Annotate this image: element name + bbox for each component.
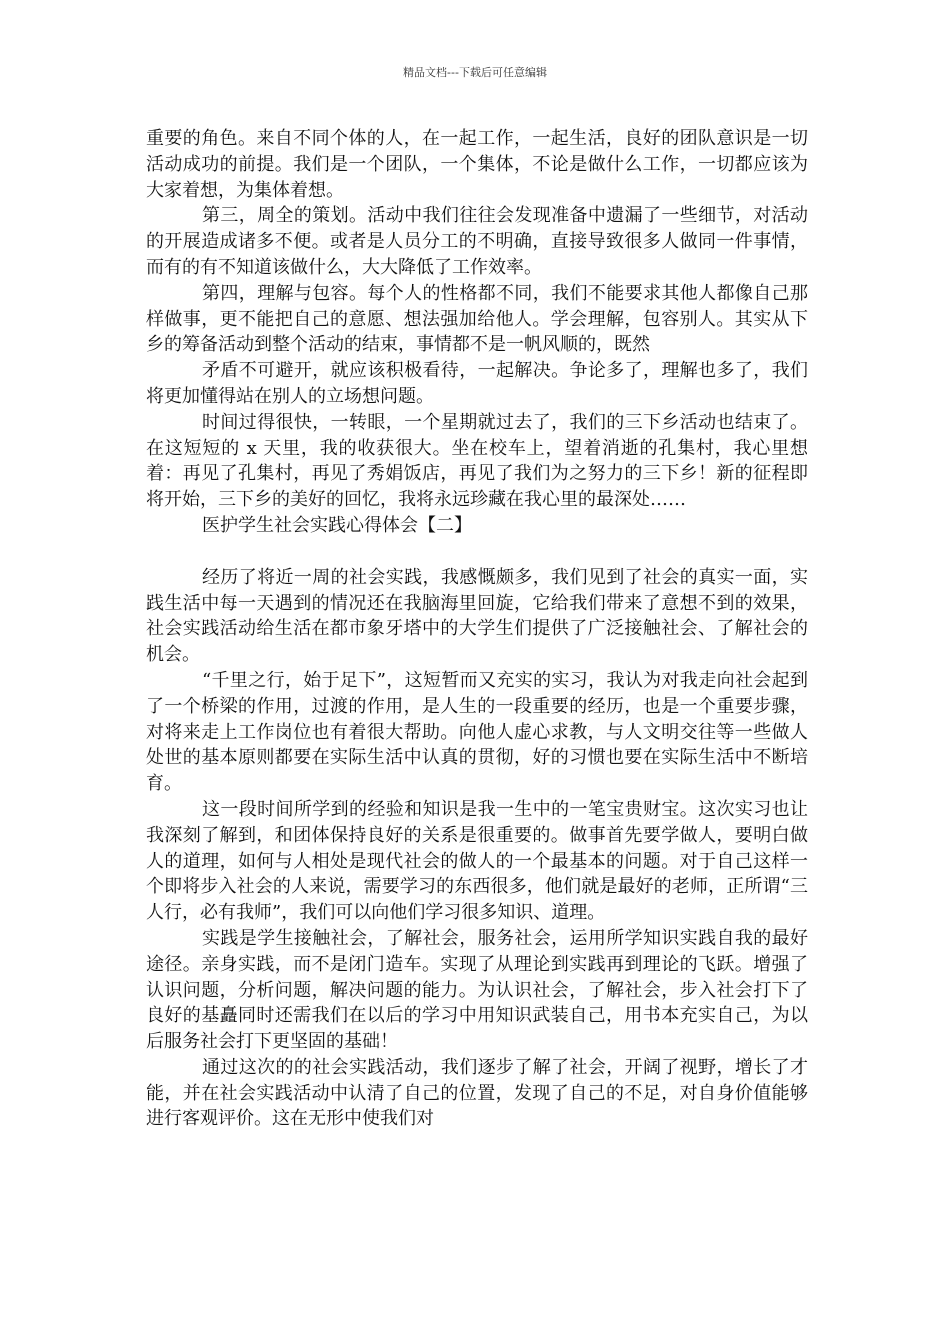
paragraph-knowledge: 这一段时间所学到的经验和知识是我一生中的一笔宝贵财宝。这次实习也让我深刻了解到，和团体保持良好的关系是很重要的。做事首先要学做人，要明白做人的道理，如何与人相处是现代社会的做人的一个最基本的问题。对于自己这样一个即将步入社会的人来说，需要学习的东西很多，他们就是最好的老师，正所谓“三人行，必有我师”，我们可以向他们学习很多知识、道理。: [146, 798, 808, 924]
paragraph-team-spirit: 重要的角色。来自不同个体的人，在一起工作，一起生活，良好的团队意识是一切活动成功的前提。我们是一个团队，一个集体，不论是做什么工作，一切都应该为大家着想，为集体着想。: [146, 128, 808, 201]
paragraph-conclusion: 通过这次的的社会实践活动，我们逐步了解了社会，开阔了视野，增长了才能，并在社会实践活动中认清了自己的位置，发现了自己的不足，对自身价值能够进行客观评价。这在无形中使我们对: [146, 1056, 808, 1130]
page-header: 精品文档---下载后可任意编辑: [403, 66, 547, 79]
paragraph-farewell: 时间过得很快，一转眼，一个星期就过去了，我们的三下乡活动也结束了。在这短短的 x 天里，我的收获很大。坐在校车上，望着消逝的孔集村，我心里想着：再见了孔集村，再见了秀娟饭店，再见了我们为之努力的三下乡！新的征程即将开始，三下乡的美好的回忆，我将永远珍藏在我心里的最深处……: [146, 411, 808, 511]
paragraph-journey: “千里之行，始于足下”，这短暂而又充实的实习，我认为对我走向社会起到了一个桥梁的作用，过渡的作用，是人生的一段重要的经历，也是一个重要步骤，对将来走上工作岗位也有着很大帮助。向他人虚心求教，与人文明交往等一些做人处世的基本原则都要在实际生活中认真的贯彻，好的习惯也要在实际生活中不断培育。: [146, 669, 808, 795]
paragraph-conflict: 矛盾不可避开，就应该积极看待，一起解决。争论多了，理解也多了，我们将更加懂得站在别人的立场想问题。: [146, 360, 808, 407]
blank-line: [146, 539, 808, 565]
paragraph-practice: 实践是学生接触社会，了解社会，服务社会，运用所学知识实践自我的最好途径。亲身实践，而不是闭门造车。实现了从理论到实践再到理论的飞跃。增强了认识问题，分析问题，解决问题的能力。为认识社会，了解社会，步入社会打下了良好的基矗同时还需我们在以后的学习中用知识武装自己，用书本充实自己，为以后服务社会打下更坚固的基础！: [146, 927, 808, 1053]
document-body: [146, 126, 808, 1132]
paragraph-planning: 第三，周全的策划。活动中我们往往会发现准备中遗漏了一些细节，对活动的开展造成诸多不便。或者是人员分工的不明确，直接导致很多人做同一件事情，而有的有不知道该做什么，大大降低了工作效率。: [146, 205, 808, 278]
section-heading: 医护学生社会实践心得体会【二】: [202, 514, 472, 536]
paragraph-experience: 经历了将近一周的社会实践，我感慨颇多，我们见到了社会的真实一面，实践生活中每一天遇到的情况还在我脑海里回旋，它给我们带来了意想不到的效果，社会实践活动给生活在都市象牙塔中的大学生们提供了广泛接触社会、了解社会的机会。: [146, 566, 808, 666]
paragraph-understanding: 第四，理解与包容。每个人的性格都不同，我们不能要求其他人都像自己那样做事，更不能把自己的意愿、想法强加给他人。学会理解，包容别人。其实从下乡的筹备活动到整个活动的结束，事情都不是一帆风顺的，既然: [146, 282, 808, 356]
